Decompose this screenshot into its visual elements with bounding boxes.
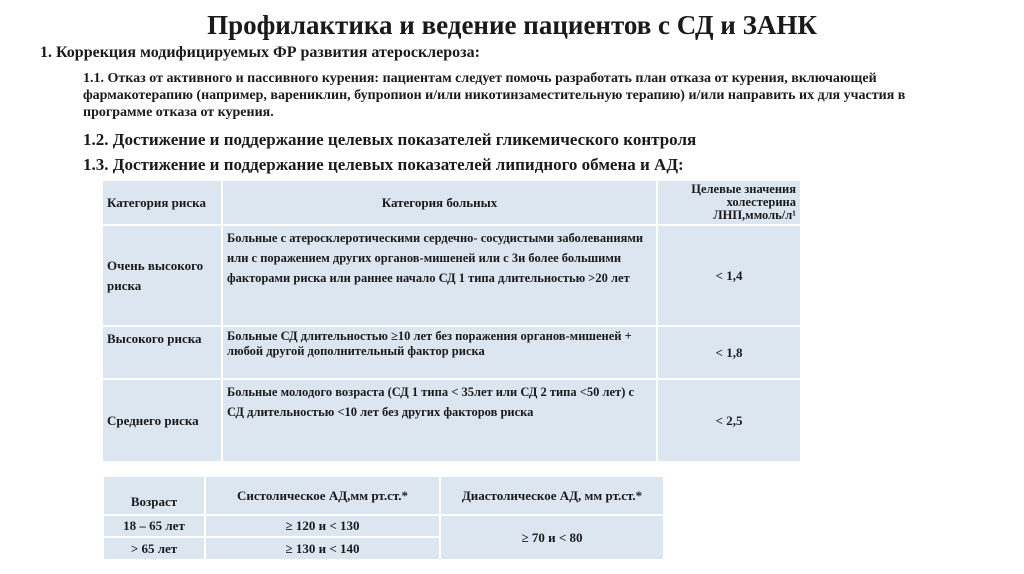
slide-title: Профилактика и ведение пациентов с СД и ЗАНК	[207, 10, 817, 40]
item-1: 1. Коррекция модифицируемых ФР развития атеросклероза:	[40, 44, 480, 61]
header-age: Возраст	[104, 477, 204, 514]
header-target: Целевые значения холестерина ЛНП,ммоль/л¹	[658, 181, 800, 224]
row-patients: Больные с атеросклеротическими сердечно- сосудистыми заболеваниями или с поражением других органов-мишеней или с 3и более большими факторами риска или раннее начало СД 1 типа длительностью >20 лет	[223, 226, 656, 325]
row-target: < 1,8	[658, 327, 800, 378]
header-diastolic: Диастолическое АД, мм рт.ст.*	[441, 477, 663, 514]
row-risk: Высокого риска	[103, 327, 221, 378]
header-patients: Категория больных	[223, 181, 656, 224]
row-risk: Очень высокого риска	[103, 226, 221, 325]
header-systolic: Систолическое АД,мм рт.ст.*	[206, 477, 439, 514]
row-age: 18 – 65 лет	[104, 516, 204, 536]
row-systolic: ≥ 130 и < 140	[206, 538, 439, 559]
row-patients: Больные молодого возраста (СД 1 типа < 35лет или СД 2 типа <50 лет) с СД длительностью <10 лет без других факторов риска	[223, 380, 656, 461]
item-1-3: 1.3. Достижение и поддержание целевых показателей липидного обмена и АД:	[83, 155, 684, 174]
row-target: < 1,4	[658, 226, 800, 325]
diastolic-value: ≥ 70 и < 80	[441, 516, 663, 559]
item-1-1: 1.1. Отказ от активного и пассивного курения: пациентам следует помочь разработать план отказа от курения, включающей фармакотерапию (например, варениклин, бупропион и/или никотинзаместительную терапию) и/или направить их для участия в программе отказа от курения.	[83, 71, 906, 120]
row-systolic: ≥ 120 и < 130	[206, 516, 439, 536]
row-age: > 65 лет	[104, 538, 204, 559]
row-target: < 2,5	[658, 380, 800, 461]
item-1-2: 1.2. Достижение и поддержание целевых показателей гликемического контроля	[83, 130, 697, 149]
row-risk: Среднего риска	[103, 380, 221, 461]
row-patients: Больные СД длительностью ≥10 лет без поражения органов-мишеней + любой другой дополнительный фактор риска	[223, 327, 656, 378]
header-risk: Категория риска	[103, 181, 221, 224]
